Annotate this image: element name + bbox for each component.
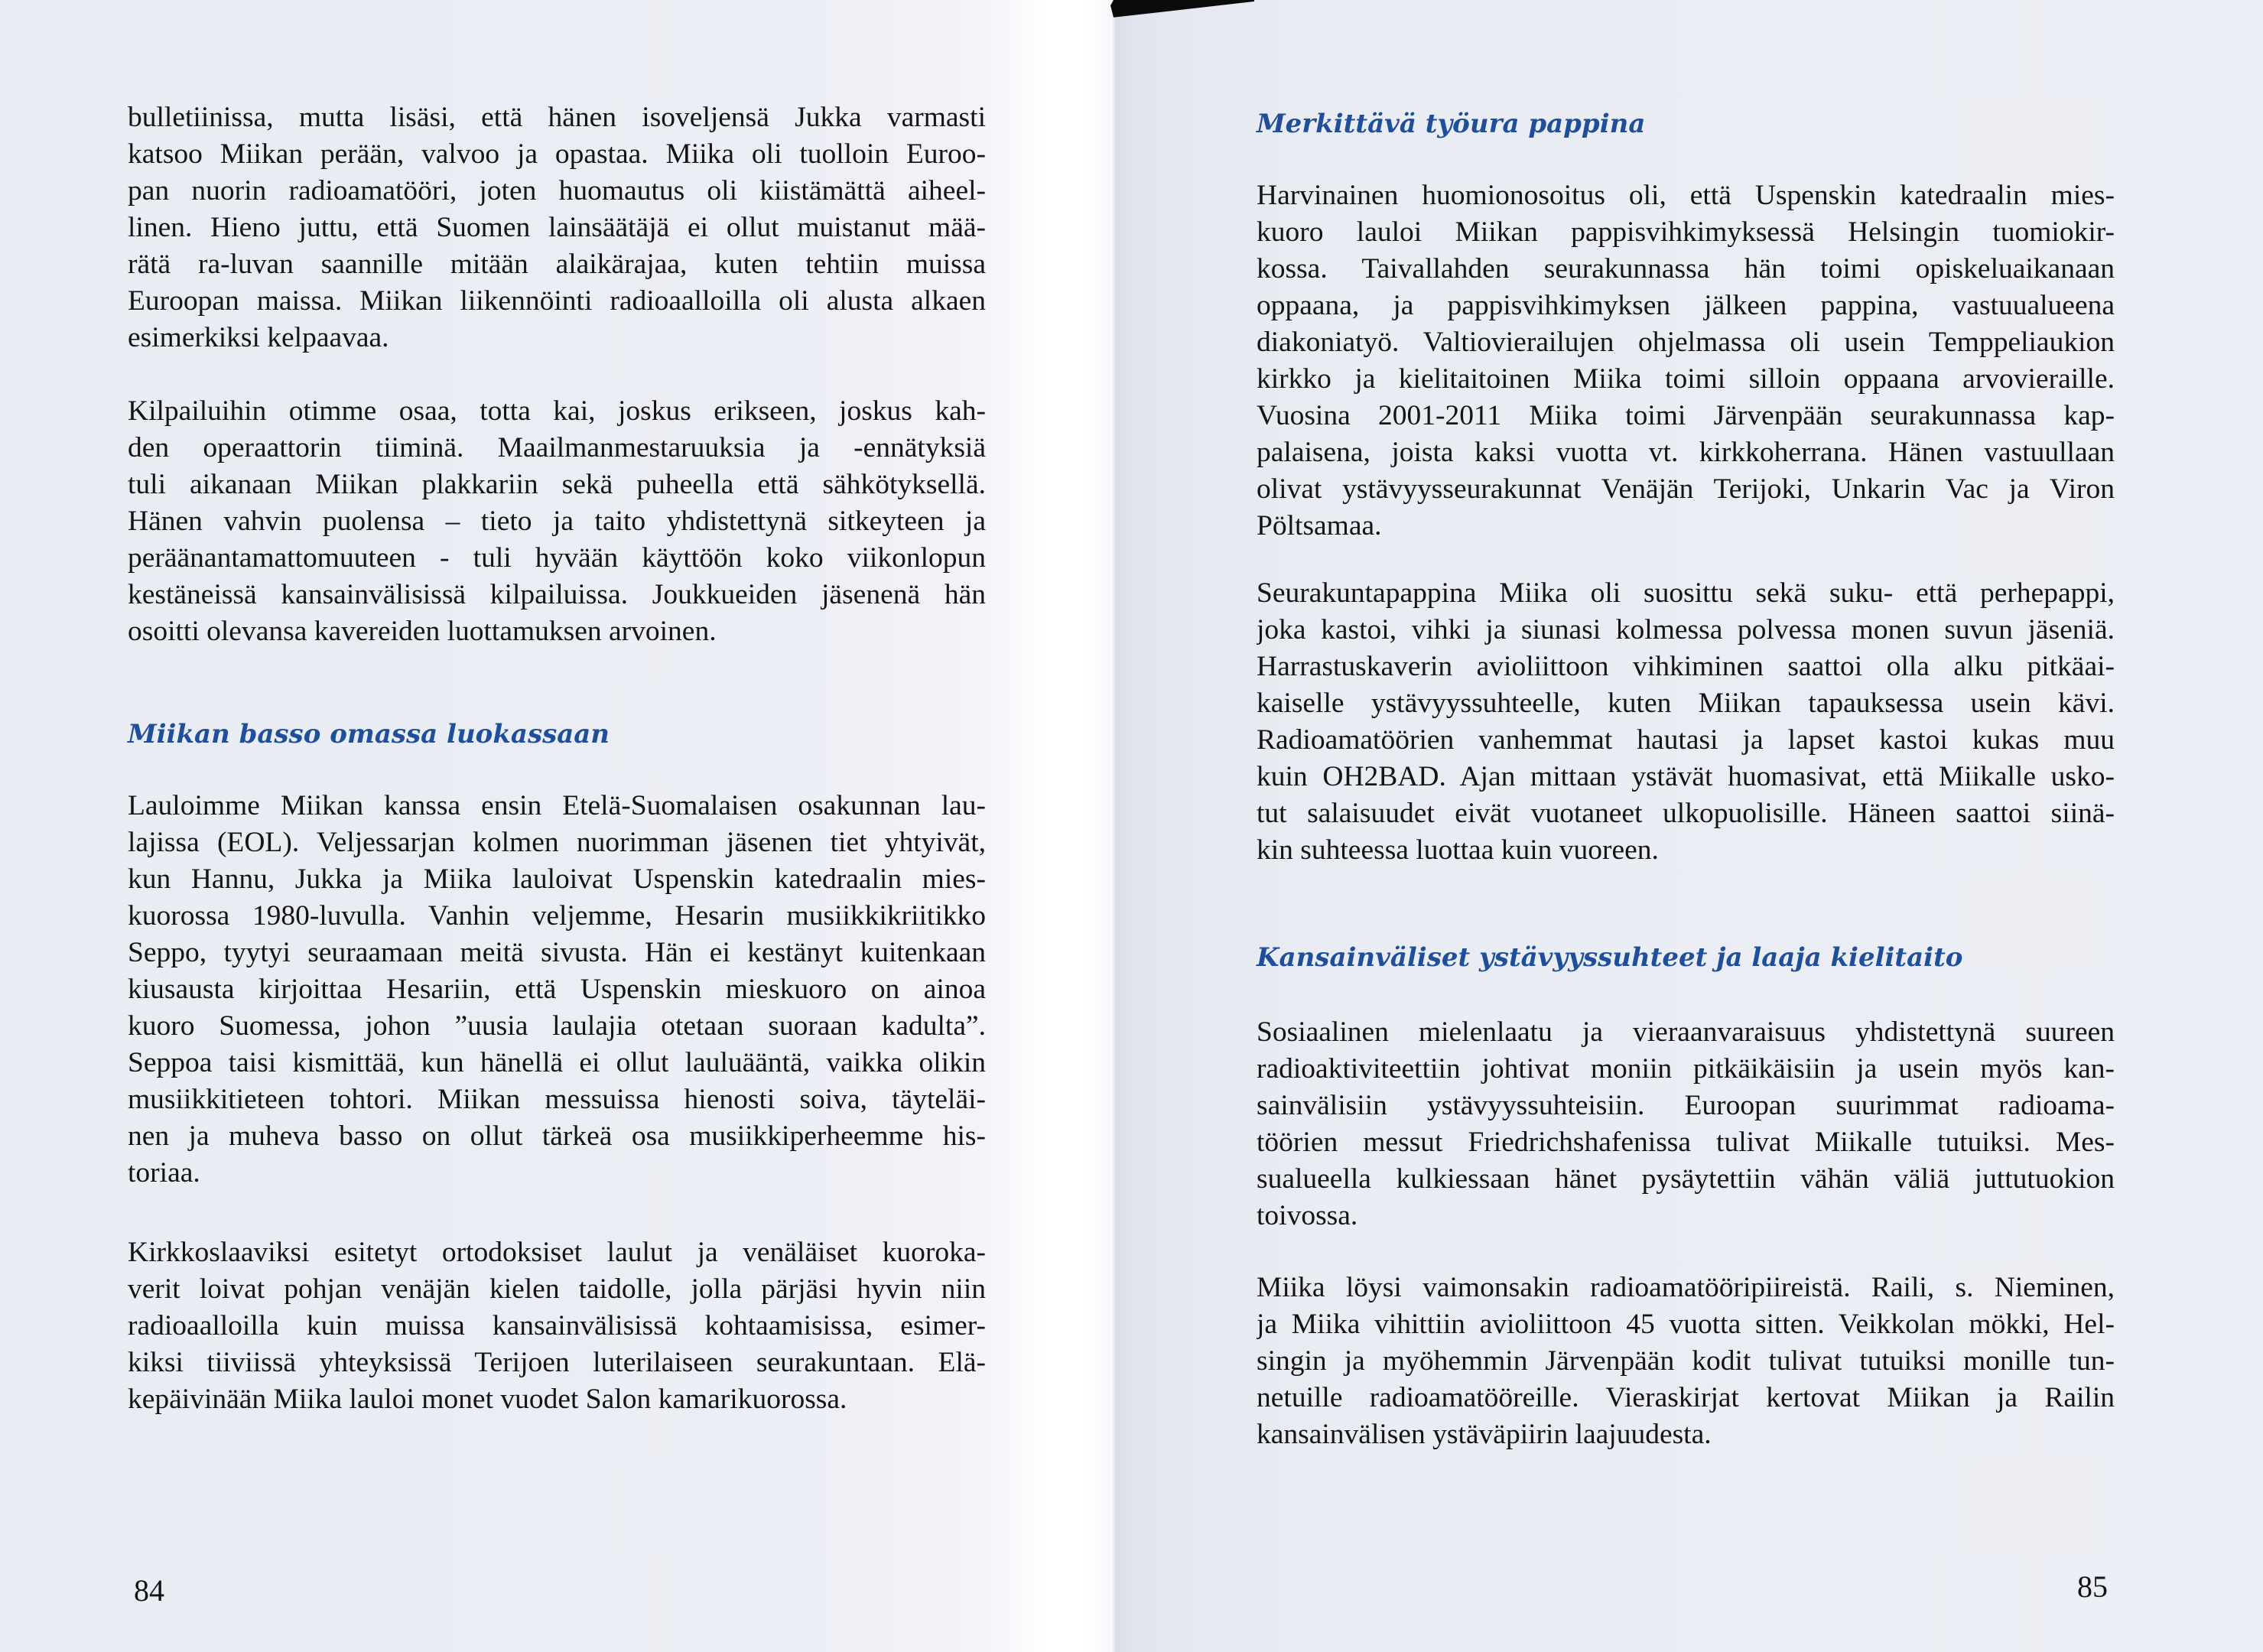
text-line: kirkko ja kielitaitoinen Miika toimi silloin oppaana arvovieraille. xyxy=(1257,363,2115,395)
text-line: kansainvälisen ystäväpiirin laajuudesta. xyxy=(1257,1419,1712,1450)
text-line: diakoniatyö. Valtiovierailujen ohjelmassa oli usein Temppeliaukion xyxy=(1257,327,2115,358)
text-line: Sosiaalinen mielenlaatu ja vieraanvaraisuus yhdistettynä suureen xyxy=(1257,1016,2115,1048)
text-line: kuoro lauloi Miikan pappisvihkimyksessä Helsingin tuomiokir- xyxy=(1257,216,2115,248)
text-line: kuin OH2BAD. Ajan mittaan ystävät huomasivat, että Miikalle usko- xyxy=(1257,761,2115,792)
text-line: kun Hannu, Jukka ja Miika lauloivat Uspenskin katedraalin mies- xyxy=(128,863,986,895)
text-line: pan nuorin radioamatööri, joten huomautus oli kiistämättä aiheel- xyxy=(128,175,986,206)
text-line: joka kastoi, vihki ja siunasi kolmessa polvessa monen suvun jäseniä. xyxy=(1257,614,2115,646)
text-line: tut salaisuudet eivät vuotaneet ulkopuolisille. Häneen saattoi siinä- xyxy=(1257,798,2115,829)
text-line: Harvinainen huomionosoitus oli, että Uspenskin katedraalin mies- xyxy=(1257,180,2115,211)
text-line: musiikkitieteen tohtori. Miikan messuissa hienosti soiva, täyteläi- xyxy=(128,1084,986,1115)
text-line: kiusausta kirjoittaa Hesariin, että Uspenskin mieskuoro on ainoa xyxy=(128,974,986,1005)
book-gutter xyxy=(1110,0,1115,1652)
text-line: Seurakuntapappina Miika oli suosittu sekä suku- että perhepappi, xyxy=(1257,577,2115,609)
section-heading: Miikan basso omassa luokassaan xyxy=(128,719,610,750)
text-line: Seppoa taisi kismittää, kun hänellä ei ollut lauluääntä, vaikka olikin xyxy=(128,1047,986,1078)
text-line: kiksi tiiviissä yhteyksissä Terijoen luterilaiseen seurakuntaan. Elä- xyxy=(128,1347,986,1378)
text-line: nen ja muheva basso on ollut tärkeä osa musiikkiperheemme his- xyxy=(128,1120,986,1152)
text-line: sualueella kulkiessaan hänet pysäytettiin vähän väliä juttutuokion xyxy=(1257,1163,2115,1195)
text-line: toivossa. xyxy=(1257,1200,1358,1231)
text-line: Euroopan maissa. Miikan liikennöinti radioaalloilla oli alusta alkaen xyxy=(128,285,986,317)
text-line: sainvälisiin ystävyyssuhteisiin. Euroopan suurimmat radioama- xyxy=(1257,1090,2115,1121)
text-line: lajissa (EOL). Veljessarjan kolmen nuorimman jäsenen tiet yhtyivät, xyxy=(128,827,986,858)
text-line: katsoo Miikan perään, valvoo ja opastaa. Miika oli tuolloin Euroo- xyxy=(128,138,986,170)
text-line: Radioamatöörien vanhemmat hautasi ja lapset kastoi kukas muu xyxy=(1257,724,2115,756)
text-line: töörien messut Friedrichshafenissa tulivat Miikalle tutuiksi. Mes- xyxy=(1257,1127,2115,1158)
text-line: kossa. Taivallahden seurakunnassa hän toimi opiskeluaikanaan xyxy=(1257,253,2115,285)
text-line: bulletiinissa, mutta lisäsi, että hänen isoveljensä Jukka varmasti xyxy=(128,102,986,133)
page-number-left: 84 xyxy=(134,1573,164,1608)
section-heading: Kansainväliset ystävyyssuhteet ja laaja kielitaito xyxy=(1257,942,1963,973)
text-line: rätä ra-luvan saannille mitään alaikärajaa, kuten tehtiin muissa xyxy=(128,249,986,280)
text-line: Pöltsamaa. xyxy=(1257,510,1382,541)
text-line: Harrastuskaverin avioliittoon vihkiminen saattoi olla alku pitkäai- xyxy=(1257,651,2115,682)
text-line: linen. Hieno juttu, että Suomen lainsäätäjä ei ollut muistanut mää- xyxy=(128,212,986,243)
text-line: netuille radioamatööreille. Vieraskirjat kertovat Miikan ja Railin xyxy=(1257,1382,2115,1413)
text-line: osoitti olevansa kavereiden luottamuksen arvoinen. xyxy=(128,616,717,647)
text-line: singin ja myöhemmin Järvenpään kodit tulivat tutuiksi monille tun- xyxy=(1257,1345,2115,1377)
text-line: kaiselle ystävyyssuhteelle, kuten Miikan tapauksessa usein kävi. xyxy=(1257,688,2115,719)
text-line: kuorossa 1980-luvulla. Vanhin veljemme, Hesarin musiikkikriitikko xyxy=(128,900,986,932)
text-line: Miika löysi vaimonsakin radioamatööripiireistä. Raili, s. Nieminen, xyxy=(1257,1272,2115,1303)
text-line: toriaa. xyxy=(128,1157,200,1189)
text-line: den operaattorin tiiminä. Maailmanmestaruuksia ja -ennätyksiä xyxy=(128,432,986,463)
text-line: radioaalloilla kuin muissa kansainvälisissä kohtaamisissa, esimer- xyxy=(128,1310,986,1341)
text-line: Seppo, tyytyi seuraamaan meitä sivusta. Hän ei kestänyt kuitenkaan xyxy=(128,937,986,968)
section-heading: Merkittävä työura pappina xyxy=(1257,109,1646,139)
text-line: kuoro Suomessa, johon ”uusia laulajia otetaan suoraan kadulta”. xyxy=(128,1010,986,1042)
text-line: peräänantamattomuuteen - tuli hyvään käyttöön koko viikonlopun xyxy=(128,542,986,574)
text-line: kepäivinään Miika lauloi monet vuodet Salon kamarikuorossa. xyxy=(128,1384,847,1415)
text-line: radioaktiviteettiin johtivat moniin pitkäikäisiin ja usein myös kan- xyxy=(1257,1053,2115,1085)
text-line: Kilpailuihin otimme osaa, totta kai, joskus erikseen, joskus kah- xyxy=(128,395,986,427)
page-number-right: 85 xyxy=(2077,1569,2108,1604)
text-line: esimerkiksi kelpaavaa. xyxy=(128,322,389,353)
text-line: tuli aikanaan Miikan plakkariin sekä puheella että sähkötyksellä. xyxy=(128,469,986,500)
text-line: olivat ystävyysseurakunnat Venäjän Terijoki, Unkarin Vac ja Viron xyxy=(1257,473,2115,505)
text-line: kestäneissä kansainvälisissä kilpailuissa. Joukkueiden jäsenenä hän xyxy=(128,579,986,610)
text-line: oppaana, ja pappisvihkimyksen jälkeen pappina, vastuualueena xyxy=(1257,290,2115,321)
text-line: Kirkkoslaaviksi esitetyt ortodoksiset laulut ja venäläiset kuoroka- xyxy=(128,1237,986,1268)
text-line: Hänen vahvin puolensa – tieto ja taito yhdistettynä sitkeyteen ja xyxy=(128,506,986,537)
text-line: verit loivat pohjan venäjän kielen taidolle, jolla pärjäsi hyvin niin xyxy=(128,1273,986,1305)
text-line: ja Miika vihittiin avioliittoon 45 vuotta sitten. Veikkolan mökki, Hel- xyxy=(1257,1309,2115,1340)
text-line: Vuosina 2001-2011 Miika toimi Järvenpään seurakunnassa kap- xyxy=(1257,400,2115,431)
text-line: palaisena, joista kaksi vuotta vt. kirkkoherrana. Hänen vastuullaan xyxy=(1257,437,2115,468)
text-line: Lauloimme Miikan kanssa ensin Etelä-Suomalaisen osakunnan lau- xyxy=(128,790,986,821)
text-line: kin suhteessa luottaa kuin vuoreen. xyxy=(1257,834,1659,866)
